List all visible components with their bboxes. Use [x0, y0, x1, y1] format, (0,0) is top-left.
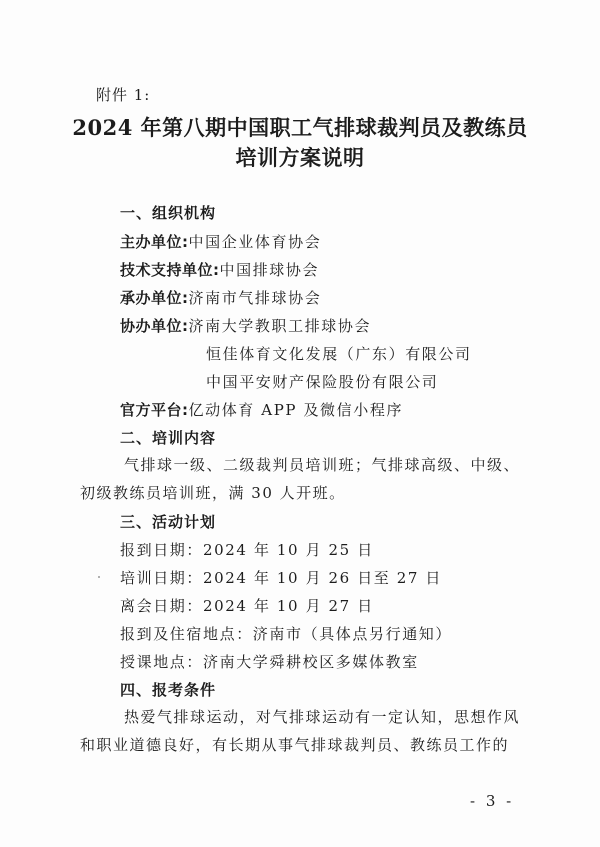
organizer-label: 承办单位:	[120, 289, 189, 307]
training-content-paragraph: 气排球一级、二级裁判员培训班；气排球高级、中级、初级教练员培训班，满 30 人开班。	[80, 456, 521, 502]
scan-speck	[98, 576, 100, 578]
page-number: - 3 -	[470, 792, 515, 810]
requirements-paragraph: 热爱气排球运动，对气排球运动有一定认知，思想作风和职业道德良好，有长期从事气排球裁判员、教练员工作的	[80, 708, 521, 754]
co-organizer-value-2: 恒佳体育文化发展（广东）有限公司	[206, 345, 472, 363]
host-row	[120, 231, 321, 252]
tech-support-value: 中国排球协会	[219, 261, 320, 279]
section-heading-schedule: 三、活动计划	[120, 513, 217, 531]
co-organizer-value-1: 济南大学教职工排球协会	[188, 317, 372, 335]
attachment-label: 附件 1:	[96, 86, 151, 104]
schedule-lecture-location: 授课地点：济南大学舜耕校区多媒体教室	[120, 653, 419, 671]
organizer-value: 济南市气排球协会	[188, 289, 322, 307]
co-organizer-row	[120, 315, 371, 336]
schedule-departure-date: 离会日期：2024 年 10 月 27 日	[120, 597, 374, 615]
section-heading-requirements: 四、报考条件	[120, 681, 217, 699]
platform-row	[120, 399, 403, 420]
schedule-training-date: 培训日期：2024 年 10 月 26 日至 27 日	[120, 569, 443, 587]
platform-label: 官方平台:	[120, 401, 189, 419]
tech-support-row	[120, 259, 319, 280]
section-heading-content: 二、培训内容	[120, 429, 217, 447]
organizer-row	[120, 287, 321, 308]
document-title-line-2: 培训方案说明	[235, 145, 365, 170]
schedule-checkin-location: 报到及住宿地点：济南市（具体点另行通知）	[120, 625, 453, 643]
co-organizer-label: 协办单位:	[120, 317, 189, 335]
host-value: 中国企业体育协会	[188, 233, 322, 251]
host-label: 主办单位:	[120, 233, 189, 251]
schedule-checkin-date: 报到日期：2024 年 10 月 25 日	[120, 541, 374, 559]
section-heading-organization: 一、组织机构	[120, 204, 217, 222]
document-title-line-1: 2024 年第八期中国职工气排球裁判员及教练员	[72, 115, 528, 140]
co-organizer-value-3: 中国平安财产保险股份有限公司	[206, 373, 439, 391]
tech-support-label: 技术支持单位:	[120, 261, 220, 279]
platform-value: 亿动体育 APP 及微信小程序	[188, 401, 404, 419]
